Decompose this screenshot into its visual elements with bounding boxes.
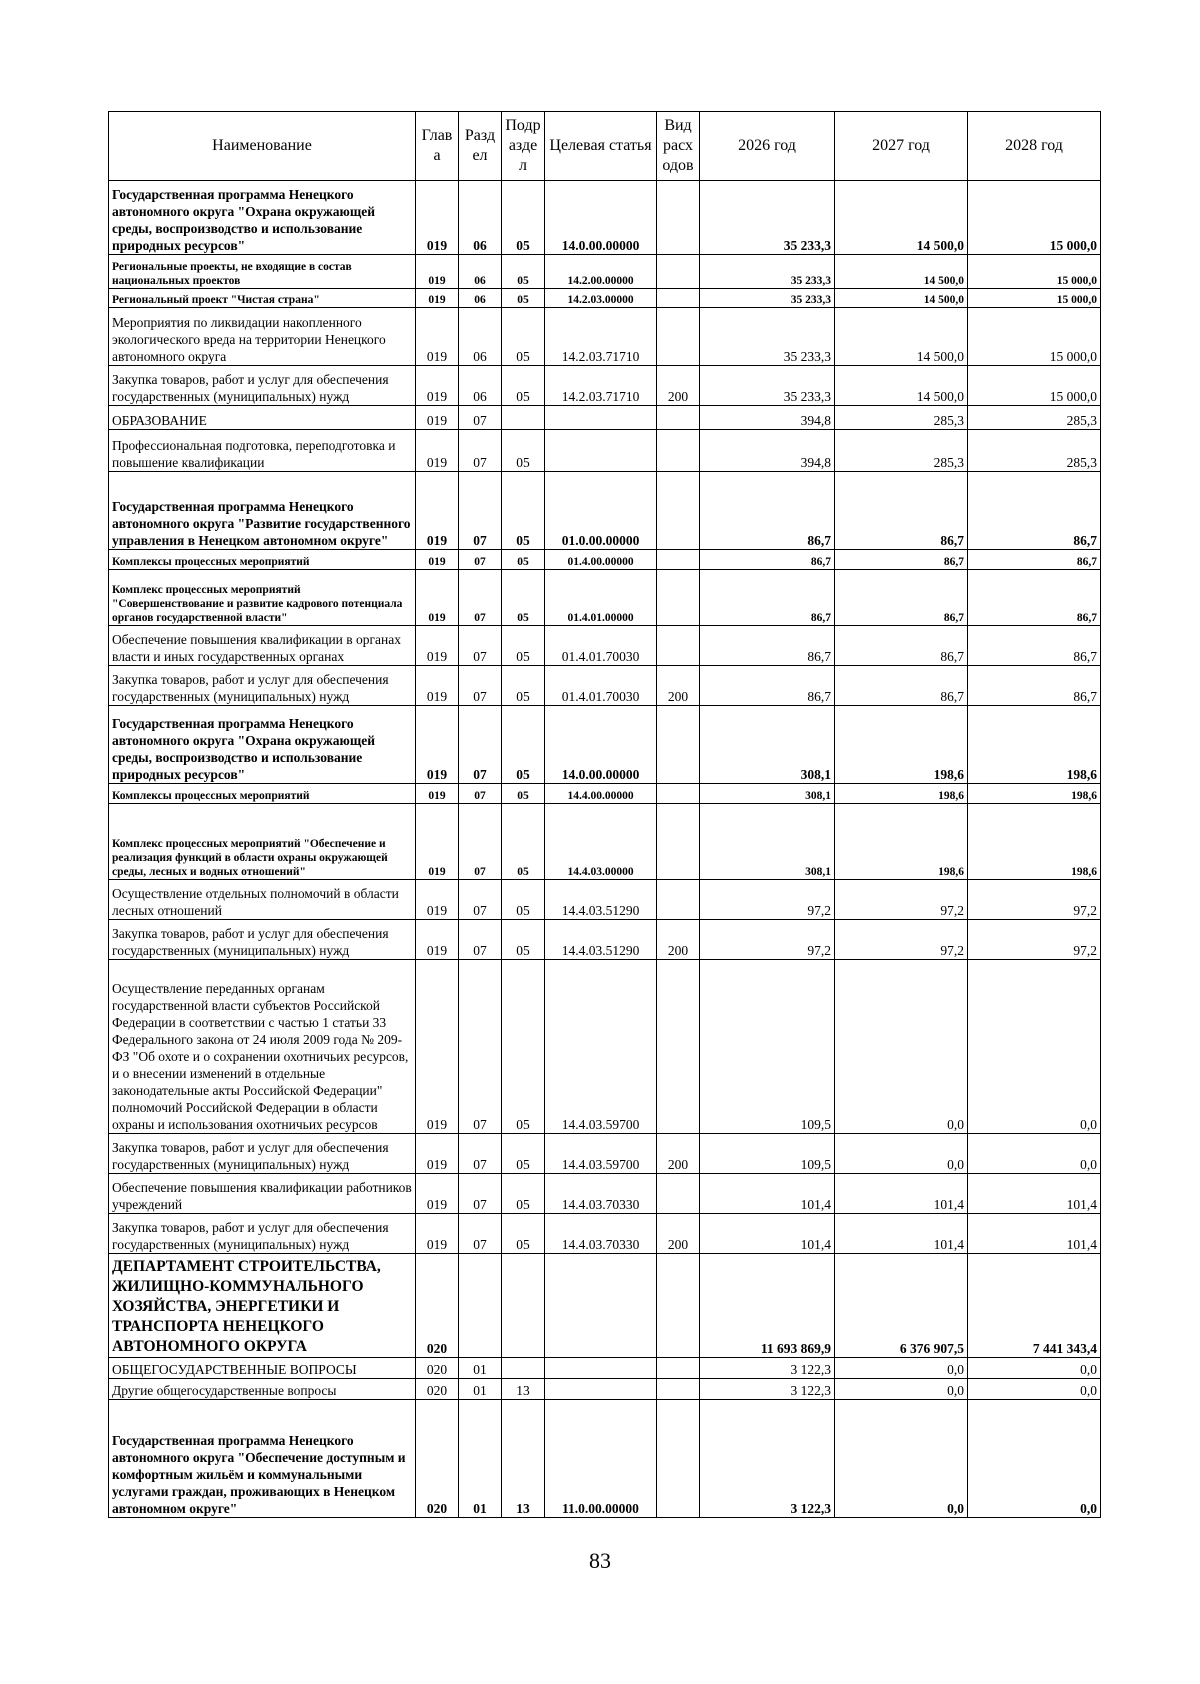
row-article	[545, 406, 657, 430]
table-row	[109, 570, 1101, 626]
row-razdel: 06	[459, 366, 502, 406]
row-glava: 019	[416, 366, 459, 406]
row-2027: 86,7	[835, 472, 968, 550]
row-vid	[657, 626, 700, 666]
row-podrazdel: 05	[502, 1134, 545, 1174]
row-glava: 019	[416, 666, 459, 706]
row-glava: 019	[416, 626, 459, 666]
table-row	[109, 804, 1101, 880]
row-name: Комплекс процессных мероприятий "Обеспечение и реализация функций в области охраны окружающей среды, лесных и водных отношений"	[109, 804, 416, 880]
row-razdel: 07	[459, 406, 502, 430]
row-2026: 86,7	[700, 550, 835, 570]
header-article: Целевая статья	[545, 112, 657, 181]
table-row	[109, 960, 1101, 1134]
row-name: Закупка товаров, работ и услуг для обеспечения государственных (муниципальных) нужд	[109, 1214, 416, 1254]
row-article: 14.4.03.70330	[545, 1214, 657, 1254]
row-glava: 019	[416, 804, 459, 880]
row-name: Другие общегосударственные вопросы	[109, 1379, 416, 1400]
row-glava: 019	[416, 920, 459, 960]
row-glava: 020	[416, 1400, 459, 1518]
row-2027: 86,7	[835, 550, 968, 570]
row-podrazdel: 05	[502, 255, 545, 289]
table-row	[109, 1214, 1101, 1254]
row-name: ОБЩЕГОСУДАРСТВЕННЫЕ ВОПРОСЫ	[109, 1358, 416, 1379]
row-razdel: 01	[459, 1379, 502, 1400]
row-2028: 86,7	[968, 472, 1101, 550]
row-razdel: 07	[459, 472, 502, 550]
row-2027: 0,0	[835, 960, 968, 1134]
row-2027: 86,7	[835, 570, 968, 626]
row-vid: 200	[657, 1134, 700, 1174]
row-2026: 86,7	[700, 666, 835, 706]
row-article: 14.2.03.71710	[545, 308, 657, 366]
row-2026: 35 233,3	[700, 255, 835, 289]
row-podrazdel: 05	[502, 666, 545, 706]
row-2028: 0,0	[968, 1400, 1101, 1518]
row-article	[545, 1379, 657, 1400]
row-razdel: 07	[459, 570, 502, 626]
row-2028: 15 000,0	[968, 181, 1101, 255]
row-name: Комплекс процессных мероприятий "Совершенствование и развитие кадрового потенциала органов государственной власти"	[109, 570, 416, 626]
row-podrazdel: 05	[502, 1174, 545, 1214]
row-podrazdel: 05	[502, 1214, 545, 1254]
row-vid	[657, 1400, 700, 1518]
table-row	[109, 472, 1101, 550]
row-podrazdel	[502, 1254, 545, 1358]
row-2027: 14 500,0	[835, 181, 968, 255]
header-2027: 2027 год	[835, 112, 968, 181]
row-name: ОБРАЗОВАНИЕ	[109, 406, 416, 430]
row-2027: 14 500,0	[835, 289, 968, 308]
row-article: 14.4.03.59700	[545, 1134, 657, 1174]
row-name: Региональные проекты, не входящие в состав национальных проектов	[109, 255, 416, 289]
row-name: ДЕПАРТАМЕНТ СТРОИТЕЛЬСТВА, ЖИЛИЩНО-КОММУНАЛЬНОГО ХОЗЯЙСТВА, ЭНЕРГЕТИКИ И ТРАНСПОРТА НЕНЕЦКОГО АВТОНОМНОГО ОКРУГА	[109, 1254, 416, 1358]
row-article: 01.4.01.00000	[545, 570, 657, 626]
row-2027: 86,7	[835, 626, 968, 666]
row-2026: 86,7	[700, 472, 835, 550]
budget-table	[108, 111, 1101, 1518]
row-article: 11.0.00.00000	[545, 1400, 657, 1518]
table-row	[109, 1400, 1101, 1518]
row-name: Профессиональная подготовка, переподготовка и повышение квалификации	[109, 430, 416, 472]
row-vid	[657, 1358, 700, 1379]
row-vid	[657, 289, 700, 308]
header-razdel: Разд ел	[459, 112, 502, 181]
row-razdel: 07	[459, 1174, 502, 1214]
row-2026: 35 233,3	[700, 289, 835, 308]
row-vid	[657, 880, 700, 920]
row-article	[545, 1358, 657, 1379]
row-name: Закупка товаров, работ и услуг для обеспечения государственных (муниципальных) нужд	[109, 1134, 416, 1174]
row-name: Закупка товаров, работ и услуг для обеспечения государственных (муниципальных) нужд	[109, 920, 416, 960]
row-2027: 97,2	[835, 880, 968, 920]
row-razdel: 06	[459, 181, 502, 255]
row-name: Закупка товаров, работ и услуг для обеспечения государственных (муниципальных) нужд	[109, 366, 416, 406]
row-2026: 394,8	[700, 406, 835, 430]
row-2028: 86,7	[968, 666, 1101, 706]
row-2028: 101,4	[968, 1214, 1101, 1254]
row-glava: 019	[416, 960, 459, 1134]
row-vid: 200	[657, 1214, 700, 1254]
row-2028: 7 441 343,4	[968, 1254, 1101, 1358]
row-2026: 109,5	[700, 960, 835, 1134]
row-vid	[657, 472, 700, 550]
row-razdel: 07	[459, 880, 502, 920]
row-article: 14.2.03.00000	[545, 289, 657, 308]
row-2026: 3 122,3	[700, 1379, 835, 1400]
budget-page	[108, 111, 1100, 1518]
row-2028: 97,2	[968, 920, 1101, 960]
row-vid	[657, 430, 700, 472]
row-article: 14.4.03.70330	[545, 1174, 657, 1214]
row-podrazdel	[502, 1358, 545, 1379]
row-article: 14.4.03.00000	[545, 804, 657, 880]
row-2028: 0,0	[968, 1134, 1101, 1174]
row-2027: 6 376 907,5	[835, 1254, 968, 1358]
row-vid: 200	[657, 920, 700, 960]
row-glava: 019	[416, 706, 459, 784]
row-vid	[657, 181, 700, 255]
row-2028: 97,2	[968, 880, 1101, 920]
row-podrazdel: 05	[502, 289, 545, 308]
row-2026: 86,7	[700, 626, 835, 666]
row-podrazdel: 05	[502, 472, 545, 550]
row-glava: 019	[416, 1214, 459, 1254]
row-razdel: 06	[459, 308, 502, 366]
table-row	[109, 1174, 1101, 1214]
row-vid: 200	[657, 666, 700, 706]
row-podrazdel: 05	[502, 920, 545, 960]
row-podrazdel: 05	[502, 706, 545, 784]
header-expense-type: Вид расх одов	[657, 112, 700, 181]
row-podrazdel: 05	[502, 880, 545, 920]
row-glava: 019	[416, 1134, 459, 1174]
row-2028: 0,0	[968, 1358, 1101, 1379]
row-article: 14.4.03.59700	[545, 960, 657, 1134]
row-glava: 019	[416, 784, 459, 804]
row-razdel: 07	[459, 784, 502, 804]
row-name: Обеспечение повышения квалификации в органах власти и иных государственных органах	[109, 626, 416, 666]
row-name: Государственная программа Ненецкого автономного округа "Развитие государственного управления в Ненецком автономном округе"	[109, 472, 416, 550]
row-glava: 020	[416, 1358, 459, 1379]
row-article: 14.2.03.71710	[545, 366, 657, 406]
row-glava: 019	[416, 255, 459, 289]
row-razdel: 07	[459, 960, 502, 1134]
table-row	[109, 920, 1101, 960]
table-row	[109, 550, 1101, 570]
row-2026: 308,1	[700, 784, 835, 804]
row-name: Комплексы процессных мероприятий	[109, 784, 416, 804]
row-glava: 019	[416, 406, 459, 430]
row-vid	[657, 784, 700, 804]
row-article	[545, 1254, 657, 1358]
row-razdel: 07	[459, 666, 502, 706]
row-vid	[657, 570, 700, 626]
header-podrazdel: Подр азде л	[502, 112, 545, 181]
row-2027: 285,3	[835, 430, 968, 472]
row-vid	[657, 1379, 700, 1400]
row-vid	[657, 1174, 700, 1214]
row-glava: 019	[416, 472, 459, 550]
row-vid	[657, 550, 700, 570]
row-2028: 86,7	[968, 626, 1101, 666]
table-row	[109, 1358, 1101, 1379]
table-row	[109, 1379, 1101, 1400]
table-row	[109, 289, 1101, 308]
header-name: Наименование	[109, 112, 416, 181]
row-2026: 35 233,3	[700, 181, 835, 255]
row-2027: 97,2	[835, 920, 968, 960]
row-razdel	[459, 1254, 502, 1358]
row-razdel: 07	[459, 1214, 502, 1254]
table-row	[109, 366, 1101, 406]
row-podrazdel: 05	[502, 570, 545, 626]
row-vid	[657, 308, 700, 366]
row-name: Обеспечение повышения квалификации работников учреждений	[109, 1174, 416, 1214]
row-2026: 86,7	[700, 570, 835, 626]
row-article: 14.4.00.00000	[545, 784, 657, 804]
row-2027: 0,0	[835, 1379, 968, 1400]
row-glava: 019	[416, 289, 459, 308]
row-2028: 0,0	[968, 960, 1101, 1134]
row-podrazdel: 13	[502, 1379, 545, 1400]
row-razdel: 01	[459, 1358, 502, 1379]
row-glava: 019	[416, 550, 459, 570]
row-article: 14.0.00.00000	[545, 181, 657, 255]
row-podrazdel: 13	[502, 1400, 545, 1518]
row-name: Государственная программа Ненецкого автономного округа "Обеспечение доступным и комфортным жильём и коммунальными услугами граждан, проживающих в Ненецком автономном округе"	[109, 1400, 416, 1518]
row-2027: 14 500,0	[835, 255, 968, 289]
row-2026: 101,4	[700, 1214, 835, 1254]
row-glava: 019	[416, 880, 459, 920]
row-2028: 0,0	[968, 1379, 1101, 1400]
row-article: 01.0.00.00000	[545, 472, 657, 550]
row-razdel: 07	[459, 626, 502, 666]
row-2027: 0,0	[835, 1400, 968, 1518]
row-name: Региональный проект "Чистая страна"	[109, 289, 416, 308]
row-2027: 14 500,0	[835, 366, 968, 406]
row-podrazdel: 05	[502, 626, 545, 666]
row-razdel: 07	[459, 920, 502, 960]
row-vid	[657, 1254, 700, 1358]
row-razdel: 07	[459, 430, 502, 472]
page-number: 83	[589, 1548, 611, 1573]
row-2028: 15 000,0	[968, 289, 1101, 308]
row-2027: 101,4	[835, 1214, 968, 1254]
row-podrazdel	[502, 406, 545, 430]
row-vid: 200	[657, 366, 700, 406]
table-row	[109, 308, 1101, 366]
row-razdel: 07	[459, 1134, 502, 1174]
row-article: 01.4.00.00000	[545, 550, 657, 570]
row-2027: 86,7	[835, 666, 968, 706]
row-2028: 101,4	[968, 1174, 1101, 1214]
row-2027: 0,0	[835, 1358, 968, 1379]
row-2026: 97,2	[700, 920, 835, 960]
row-razdel: 07	[459, 550, 502, 570]
row-2028: 198,6	[968, 784, 1101, 804]
row-glava: 019	[416, 181, 459, 255]
row-article: 14.0.00.00000	[545, 706, 657, 784]
row-podrazdel: 05	[502, 308, 545, 366]
row-name: Мероприятия по ликвидации накопленного экологического вреда на территории Ненецкого автономного округа	[109, 308, 416, 366]
row-2026: 394,8	[700, 430, 835, 472]
row-2026: 101,4	[700, 1174, 835, 1214]
row-2026: 35 233,3	[700, 308, 835, 366]
row-razdel: 01	[459, 1400, 502, 1518]
row-vid	[657, 960, 700, 1134]
row-glava: 020	[416, 1254, 459, 1358]
row-glava: 019	[416, 430, 459, 472]
row-2028: 285,3	[968, 430, 1101, 472]
row-podrazdel: 05	[502, 366, 545, 406]
row-2027: 198,6	[835, 804, 968, 880]
table-row	[109, 784, 1101, 804]
table-row	[109, 1134, 1101, 1174]
row-2026: 97,2	[700, 880, 835, 920]
table-row	[109, 706, 1101, 784]
row-podrazdel: 05	[502, 804, 545, 880]
row-article: 01.4.01.70030	[545, 666, 657, 706]
table-row	[109, 406, 1101, 430]
row-2027: 0,0	[835, 1134, 968, 1174]
table-row	[109, 181, 1101, 255]
row-podrazdel: 05	[502, 784, 545, 804]
row-2028: 285,3	[968, 406, 1101, 430]
row-vid	[657, 255, 700, 289]
row-glava: 019	[416, 308, 459, 366]
row-podrazdel: 05	[502, 960, 545, 1134]
row-2026: 35 233,3	[700, 366, 835, 406]
row-article: 01.4.01.70030	[545, 626, 657, 666]
row-2028: 198,6	[968, 804, 1101, 880]
table-row	[109, 1254, 1101, 1358]
table-row	[109, 430, 1101, 472]
table-row	[109, 626, 1101, 666]
row-podrazdel: 05	[502, 181, 545, 255]
table-row	[109, 666, 1101, 706]
row-name: Государственная программа Ненецкого автономного округа "Охрана окружающей среды, воспроизводство и использование природных ресурсов"	[109, 181, 416, 255]
row-2027: 285,3	[835, 406, 968, 430]
row-glava: 019	[416, 570, 459, 626]
row-glava: 020	[416, 1379, 459, 1400]
row-razdel: 06	[459, 289, 502, 308]
row-2028: 15 000,0	[968, 255, 1101, 289]
row-article	[545, 430, 657, 472]
row-name: Закупка товаров, работ и услуг для обеспечения государственных (муниципальных) нужд	[109, 666, 416, 706]
header-glava: Глав а	[416, 112, 459, 181]
row-2028: 15 000,0	[968, 366, 1101, 406]
row-2026: 308,1	[700, 706, 835, 784]
row-name: Государственная программа Ненецкого автономного округа "Охрана окружающей среды, воспроизводство и использование природных ресурсов"	[109, 706, 416, 784]
row-podrazdel: 05	[502, 430, 545, 472]
row-podrazdel: 05	[502, 550, 545, 570]
row-2026: 11 693 869,9	[700, 1254, 835, 1358]
row-2027: 101,4	[835, 1174, 968, 1214]
row-name: Осуществление отдельных полномочий в области лесных отношений	[109, 880, 416, 920]
table-row	[109, 255, 1101, 289]
row-name: Комплексы процессных мероприятий	[109, 550, 416, 570]
row-2026: 109,5	[700, 1134, 835, 1174]
row-vid	[657, 406, 700, 430]
row-razdel: 07	[459, 706, 502, 784]
row-article: 14.2.00.00000	[545, 255, 657, 289]
table-header-row	[109, 112, 1101, 181]
row-2028: 15 000,0	[968, 308, 1101, 366]
row-razdel: 06	[459, 255, 502, 289]
header-2028: 2028 год	[968, 112, 1101, 181]
table-row	[109, 880, 1101, 920]
row-vid	[657, 706, 700, 784]
row-article: 14.4.03.51290	[545, 880, 657, 920]
row-2026: 3 122,3	[700, 1358, 835, 1379]
row-2027: 198,6	[835, 706, 968, 784]
row-article: 14.4.03.51290	[545, 920, 657, 960]
row-glava: 019	[416, 1174, 459, 1214]
row-name: Осуществление переданных органам государственной власти субъектов Российской Федерации в соответствии с частью 1 статьи 33 Федерального закона от 24 июля 2009 года № 209-ФЗ "Об охоте и о сохранении охотничьих ресурсов, и о внесении изменений в отдельные законодательные акты Российской Федерации" полномочий Российской Федерации в области охраны и использования охотничьих ресурсов	[109, 960, 416, 1134]
row-vid	[657, 804, 700, 880]
row-2026: 3 122,3	[700, 1400, 835, 1518]
row-2028: 86,7	[968, 550, 1101, 570]
row-2026: 308,1	[700, 804, 835, 880]
row-2027: 14 500,0	[835, 308, 968, 366]
row-razdel: 07	[459, 804, 502, 880]
row-2028: 86,7	[968, 570, 1101, 626]
header-2026: 2026 год	[700, 112, 835, 181]
row-2027: 198,6	[835, 784, 968, 804]
row-2028: 198,6	[968, 706, 1101, 784]
